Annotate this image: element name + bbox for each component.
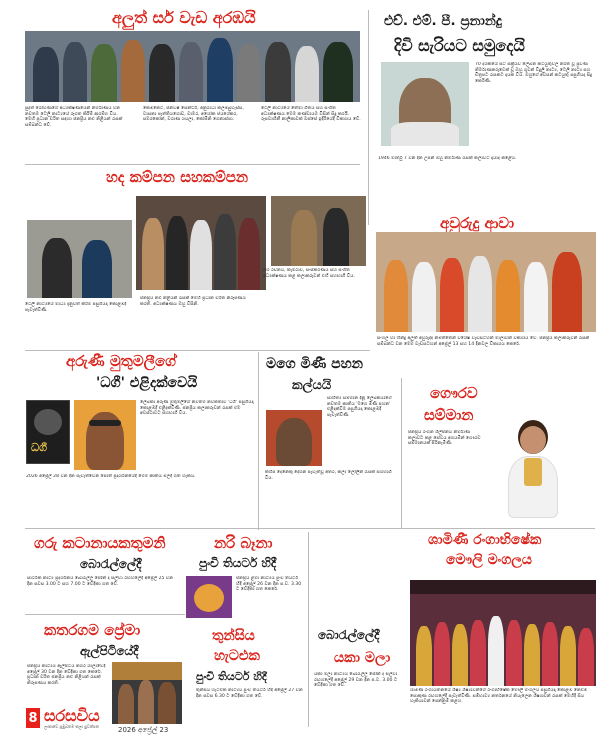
headline-mauli-mangalaya: මෞලි මංගලය: [446, 552, 532, 568]
headline-mini-pahana-sub: කල්යයි: [292, 378, 332, 393]
new-serial-text-col3: ටෙලි නාට්‍යයේ තේමා ගීතය සහ සංගීත අධ්‍යක්ෂණය මෙම කණ්ඩායම විසින් සිදු කරයි. රූපවාහිනී නාලිකාවක් ඔස්සේ ඉදිරියේදී විකාශය වේ.: [261, 106, 361, 123]
headline-hada-kampana: හද කම්පන සහකම්පන: [106, 168, 249, 186]
headline-gaurava: ගෞරව: [430, 384, 478, 402]
headline-hataeka: හැටඑක: [214, 648, 260, 664]
hada-kampana-text-col1: ටෙලි නාට්‍යයේ මාධ්‍ය දැනුවත් කිරීම පසුගියදා කොළඹදී පැවැත්විණි.: [25, 302, 127, 313]
mini-pahana-text-2: කිහිප දෙනෙකු දේශන පැවැත්වූ අතර, කලා ලෝලීන් රැසක් සහභාගී විය.: [265, 470, 392, 481]
arunee-text-2: 2026 අප්‍රේල් 28 වන දින පැවැත්වෙන පොත් ප්‍රදර්ශනයේදී මෙම කෘතිය මිලදී ගත හැකිය.: [26, 474, 196, 479]
poster-kataragama-prema: [112, 662, 182, 724]
headline-sammana: සම්මාන: [424, 406, 474, 424]
book-title-dhagi: ධගී: [31, 441, 48, 454]
photo-shamini: [410, 580, 596, 686]
headline-thunsiya: තුන්සිය: [212, 628, 255, 644]
poster-nari-bena: [186, 576, 232, 618]
headline-new-serial: අලුත් සර් වැඩ අරඹයි: [112, 8, 256, 27]
headline-arunee: අරුණී මුතුමලීගේ: [66, 352, 176, 370]
nari-bena-text: ජනප්‍රිය ළමා නාට්‍යය පුංචි තියටර් හිදී අප්‍රේල් 26 වන දින ප.ව. 3.30 ට වේදිකා ගත කෙරේ.: [236, 576, 302, 593]
photo-avurudu: [376, 232, 596, 332]
portrait-obituary: [381, 62, 469, 146]
headline-mini-pahana: මගෙ මිණී පහන: [266, 356, 364, 372]
thunsiya-text: තුන්සිය හැටඑක නාට්‍යය පුංචි තියටර් හිදී අප්‍රේල් 27 වන දින සවස 6.30 ට වේදිකා ගත වේ.: [196, 688, 303, 699]
gaurava-text: ජනප්‍රිය රංගන ශිල්පිනිය නිර්මාණ කලාවට කළ සේවය අගයමින් ගෞරව සම්මානයක් පිරිනැමිණි.: [408, 430, 481, 447]
headline-borella-1: බොරැල්ලේදී: [80, 557, 142, 571]
issue-date: 2026 අප්‍රේල් 23: [118, 726, 169, 734]
photo-hada-kampana-2: [136, 196, 266, 290]
hada-kampana-text-col2: ජනප්‍රිය නළු නිළියන් රැසක් මෙහි ප්‍රධාන චරිත නිරූපණය කරති. අධ්‍යක්ෂණය ඔහු විසිනි.: [140, 296, 246, 307]
arunee-text-1: ලේඛිකා අරුණී මුතුමලීගේ නවතම නවකතාව 'ධගී' පසුගියදා කොළඹදී එළිදක්විණි. ජනප්‍රිය කලාකරුවන් රැසක් එම අවස්ථාවට සහභාගී විය.: [140, 400, 254, 417]
headline-avurudu: අවුරුදු ආවා: [440, 214, 514, 232]
headline-shamini: ශාමිණී රංගාභිෂේක: [428, 532, 542, 548]
portrait-mini-pahana: [266, 410, 322, 466]
portrait-arunee: [74, 400, 136, 470]
headline-elpitiya: ඇල්පිටියේදී: [80, 644, 139, 658]
sarasaviya-logo-mark: 8: [26, 708, 40, 728]
headline-obituary-sub: දිවි සැරියට සමුදෙයි: [394, 36, 525, 55]
new-serial-text-col1: සුදත් රෝහණගේ අධ්‍යක්ෂණයෙන් නිර්මාණය වන නවතම ටෙලි නාට්‍යයේ රූගත කිරීම් ආරම්භ විය. මෙහි ප්‍රධාන චරිත සඳහා ජනප්‍රිය නළු නිළියන් රැසක් සම්බන්ධ වේ.: [25, 106, 123, 128]
headline-punchi-theatre-2: පුංචි තියටර් හිදී: [196, 670, 267, 683]
hada-kampana-text-col3: තිර රචනය, කැමරාව, සංස්කරණය සහ සංගීත අධ්‍යක්ෂණය කළ කලාකරුවන් එහි සහභාගී විය.: [263, 268, 355, 279]
kataragama-prema-text: ජනප්‍රිය නාට්‍යය ඇල්පිටිය නගර ශාලාවේදී අප්‍රේල් 30 වන දින වේදිකා ගත කෙරේ. ප්‍රධාන චරිත ජනප්‍රිය නළු නිළියන් රැසක් නිරූපණය කරති.: [27, 664, 106, 686]
obituary-text-1: 70 දශකයේ සිට සක්‍රීයව ලේඛන කටයුතුවල නිරත වූ ප්‍රවීණ නිර්මාණකරුවෙක් වූ ඔහු ගුවන් විදුලි නාට්‍ය, ටෙලි නාට්‍ය සහ චිත්‍රපට රැසකට දායක විය. ඔහුගේ අවසන් කටයුතු පසුගියදා සිදු කෙරිණි.: [475, 62, 593, 84]
headline-punchi-theatre-1: පුංචි තියටර් හිදී: [199, 556, 277, 570]
headline-nari-bena: නරි බෑනා: [214, 534, 273, 552]
headline-garu-katanayaka: ගරු කටානායකතුමනි: [34, 534, 166, 552]
sarasaviya-masthead: සරසවිය: [44, 706, 100, 725]
book-cover-dhagi: [26, 400, 70, 464]
portrait-gaurava: [498, 420, 568, 520]
new-serial-text-col2: කෙමිකෙට, ජනිවිෂ් සෙන්ට්රී, අනුරාධා කලම්බුවැස්ස, වාසනා පැත්තියගොඩ, චාමර, අශෝක ජයශේකර, සමරකෝන්, වරාණ ශයලා, කෝමිනි ගෙනාස්පා.: [143, 106, 244, 123]
avurudu-text: සිංහල හා හින්දු අලුත් අවුරුද්ද නිමිත්තෙන් විශේෂ වැඩසටහන් මාලාවක් විකාශය වේ. ජනප්‍රිය කලාකරුවන් රැසක් සම්බන්ධ වන මෙම වැඩසටහන් අප්‍රේල් 13 සහ 14 දිනවල විකාශය කෙරේ.: [377, 336, 590, 347]
yaka-mala-text: යකා මලා නාට්‍යය බොරැල්ල ජෝන් ද සිල්වා රඟහලේදී අප්‍රේල් 29 වන දින ප.ව. 3.00 ට වේදිකා ගත වේ.: [314, 672, 398, 689]
obituary-text-2: 1946 මාර්තු 7 වන දින උපන් ඔහු නිර්මාණ රැසක් කලාවට දායාද කළේය.: [378, 156, 517, 161]
shamini-text: ශාමිණී රංගායතනයේ ශිෂ්‍ය ශිෂ්‍යාවන්ගේ රංගාභිෂේක මෞලි මංගලය පසුගියදා කොළඹ නෙළුම් පොකුණ රඟහලේදී පැවැත්විණි. සම්භාව්‍ය නර්තනයේ නියැලෙන ශිෂ්‍යාවන් රැසක් මෙහිදී සිය හැකියාවන් පෙන්නුම් කළහ.: [410, 688, 588, 705]
headline-yaka-mala: යකා මලා: [334, 650, 391, 666]
headline-dhagi: 'ධගී' එළිදක්වෙයි: [96, 375, 198, 391]
group-photo-new-serial: [25, 31, 360, 102]
headline-kataragama-prema: කතරගම ප්‍රේමා: [44, 621, 141, 639]
garu-katanayaka-text: සාර්ථක නාට්‍ය ප්‍රදර්ශනය බොරැල්ල ජෝන් ද සිල්වා රඟහලේදී අප්‍රේල් 25 වන දින සවස 3.00 ට සහ 7.00 ට වේදිකා ගත වේ.: [27, 576, 173, 587]
photo-hada-kampana-1: [27, 220, 132, 298]
photo-hada-kampana-3: [271, 196, 366, 266]
masthead-tagline: ලංකාවේ ප්‍රමුඛතම කලා පුවත්පත: [44, 724, 100, 729]
headline-obituary-name: එච්. එම්. පී. ප්‍රනාන්දු: [384, 13, 502, 29]
headline-borella-2: බොරැල්ලේදී: [318, 628, 380, 642]
mini-pahana-text-1: සාහිත්‍ය සම්මාන දිනූ ලේඛකයාගේ නවතම කෘතිය 'මගෙ මිණී පහන' එළිදක්වීම පසුගියදා කොළඹදී පැවැත්විණි.: [327, 396, 392, 418]
